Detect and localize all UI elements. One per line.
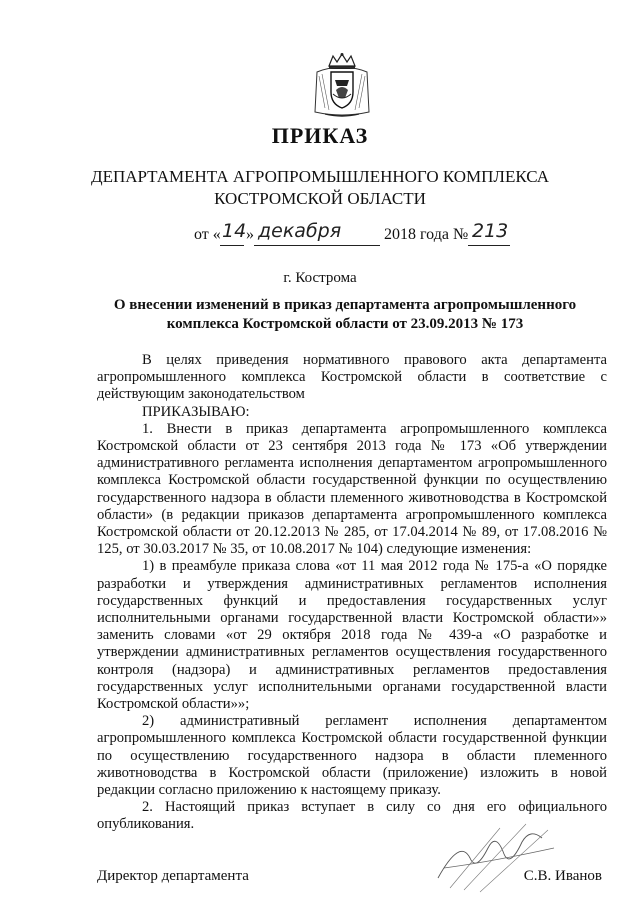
month-underline xyxy=(254,245,380,246)
signatory-name: С.В. Иванов xyxy=(523,868,602,884)
item-1: 1. Внести в приказ департамента агропромышленного комплекса Костромской области от 23 сентября 2013 года № 173 «Об утверждении административного регламента исполнения департаментом агропромышленного комплекса Костромской области государственной функции по осуществлению государственного надзора в области племенного животноводства в Костромской области» (в редакции приказов департамента агропромышленного комплекса Костромской области от 20.12.2013 № 285, от 17.04.2014 № 89, от 17.08.2016 № 125, от 30.03.2017 № 35, от 10.08.2017 № 104) следующие изменения: xyxy=(97,420,607,558)
city: г. Кострома xyxy=(283,270,357,286)
department-line-1: ДЕПАРТАМЕНТА АГРОПРОМЫШЛЕННОГО КОМПЛЕКСА xyxy=(90,167,550,186)
date-quote-close: » xyxy=(246,226,254,243)
department-line-2: КОСТРОМСКОЙ ОБЛАСТИ xyxy=(214,189,426,208)
date-prefix: от « xyxy=(194,226,221,243)
order-number: 213 xyxy=(472,220,509,242)
item-1-1: 1) в преамбуле приказа слова «от 11 мая 2012 года № 175-а «О порядке разработки и утверждения административных регламентов исполнения государственных функций и предоставления государственных услуг исполнительными органами государственной власти Костромской области»» заменить словами «от 29 октября 2018 года № 439-а «О разработке и утверждении административных регламентов осуществления государственного контроля (надзора) и административных регламентов предоставления государственных услуг исполнительными органами государственной власти Костромской области»»; xyxy=(97,558,607,713)
department-name xyxy=(0,166,640,210)
date-number-line xyxy=(194,220,514,250)
date-day: 14 xyxy=(222,220,247,242)
signatory-role: Директор департамента xyxy=(97,868,249,884)
number-underline xyxy=(468,245,510,246)
date-month: декабря xyxy=(258,220,342,242)
coat-of-arms-icon xyxy=(311,52,373,120)
intro-paragraph: В целях приведения нормативного правового акта департамента агропромышленного комплекса Костромской области в соответствие с действующим законодательством xyxy=(97,352,607,403)
document-subject: О внесении изменений в приказ департамента агропромышленного комплекса Костромской области от 23.09.2013 № 173 xyxy=(113,297,577,332)
document-title: ПРИКАЗ xyxy=(271,123,369,148)
item-2: 2. Настоящий приказ вступает в силу со дня его официального опубликования. xyxy=(97,799,607,833)
date-year: 2018 года № xyxy=(384,226,469,243)
day-underline xyxy=(220,245,244,246)
document-body xyxy=(97,352,607,834)
order-word: ПРИКАЗЫВАЮ: xyxy=(142,403,250,420)
item-1-2: 2) административный регламент исполнения департаментом агропромышленного комплекса Костромской области государственной функции по осуществлению государственного надзора в области племенного животноводства в Костромской области (приложение) изложить в новой редакции согласно приложению к настоящему приказу. xyxy=(97,713,607,799)
